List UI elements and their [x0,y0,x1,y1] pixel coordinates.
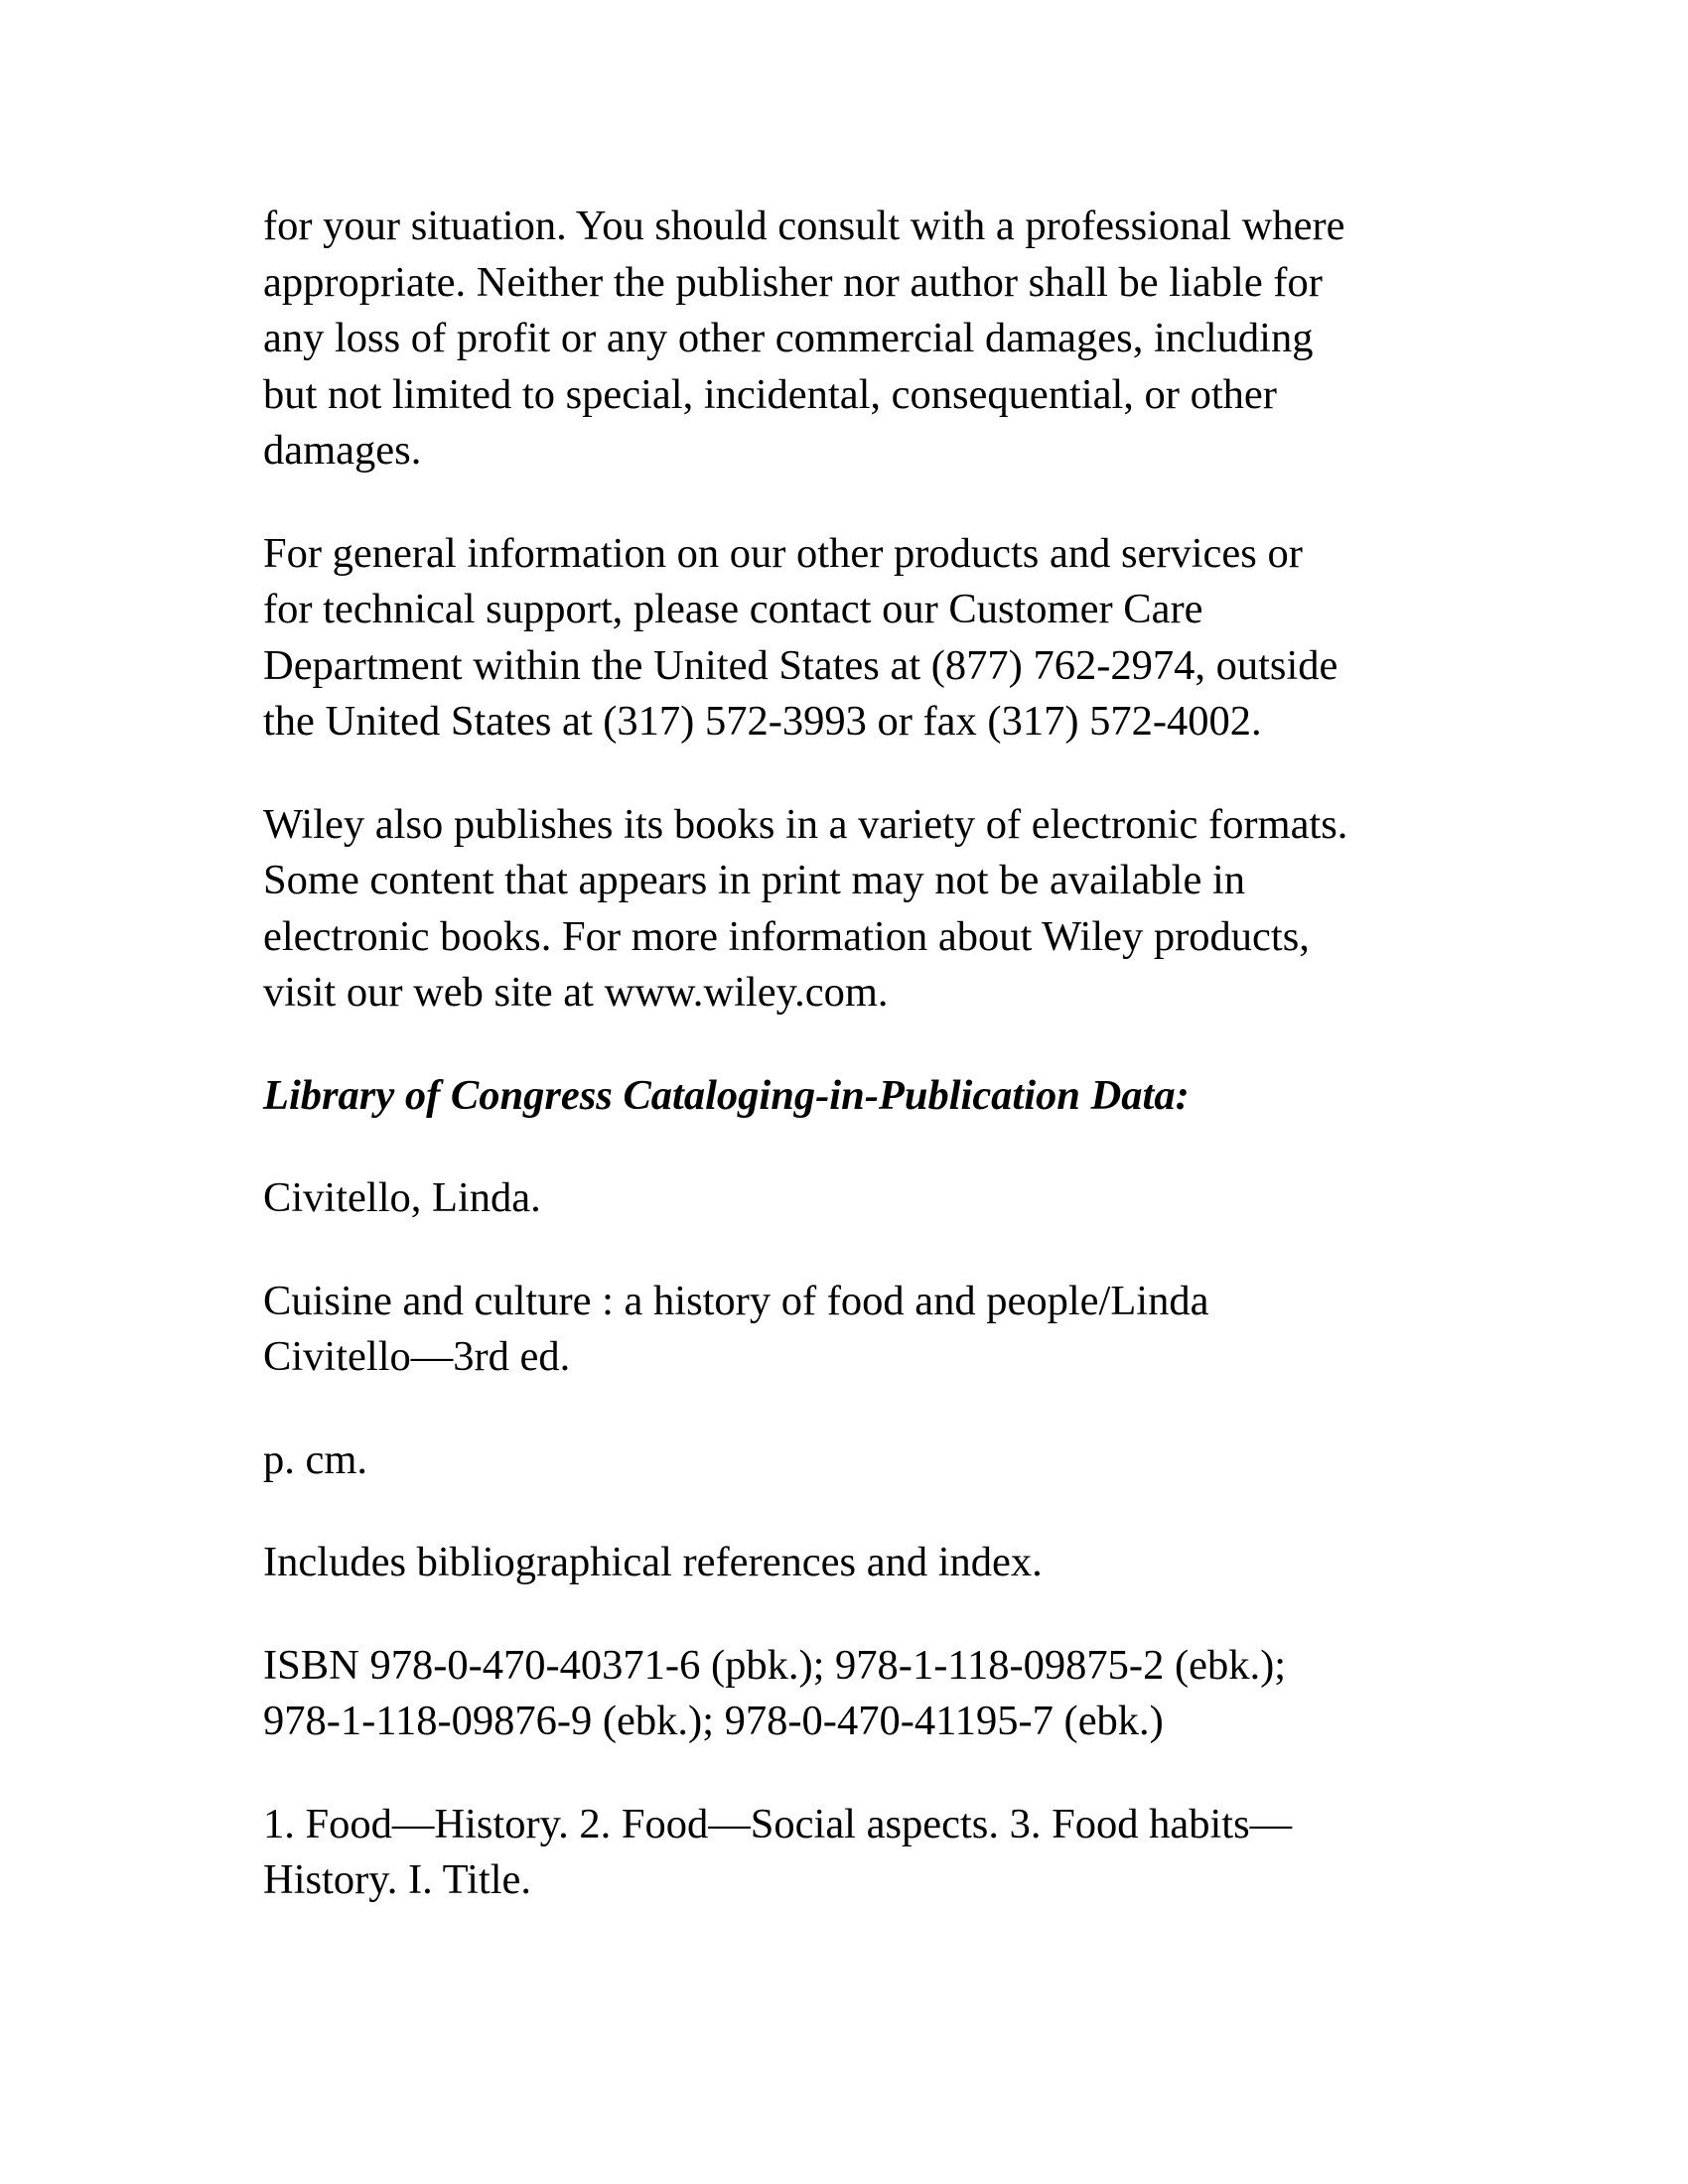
text-line: visit our web site at www.wiley.com. [263,969,889,1016]
text-line: for your situation. You should consult with a professional where [263,203,1345,249]
text-line: Civitello—3rd ed. [263,1333,571,1380]
cip-isbn [263,1638,1475,1750]
text-line: for technical support, please contact our Customer Care [263,586,1203,632]
text-line: but not limited to special, incidental, consequential, or other [263,370,1277,418]
cip-physical-description [263,1433,1475,1489]
text-line: appropriate. Neither the publisher nor author shall be liable for [263,258,1323,306]
text-line: Department within the United States at (877) 762-2974, outside [263,641,1338,689]
copyright-page [263,199,1475,1956]
text-line: Civitello, Linda. [263,1174,541,1221]
text-line: p. cm. [263,1435,368,1483]
text-line: 978-1-118-09876-9 (ebk.); 978-0-470-41195-7 (ebk.) [263,1698,1164,1744]
text-line: For general information on our other products and services or [263,529,1303,577]
text-line: History. I. Title. [263,1856,532,1903]
electronic-formats-paragraph [263,797,1475,1022]
text-line: 1. Food—History. 2. Food—Social aspects. 3. Food habits— [263,1800,1293,1847]
cip-subjects [263,1797,1475,1909]
cip-heading [263,1068,1475,1125]
cip-heading-text: Library of Congress Cataloging-in-Publication Data: [263,1071,1190,1119]
contact-paragraph [263,526,1475,751]
text-line: Some content that appears in print may not be available in [263,857,1246,903]
text-line: Wiley also publishes its books in a variety of electronic formats. [263,800,1348,848]
text-line: damages. [263,427,422,474]
cip-author [263,1170,1475,1227]
cip-notes [263,1535,1475,1591]
text-line: Includes bibliographical references and index. [263,1539,1043,1585]
disclaimer-paragraph [263,199,1475,479]
text-line: Cuisine and culture : a history of food and people/Linda [263,1277,1209,1324]
text-line: ISBN 978-0-470-40371-6 (pbk.); 978-1-118-09875-2 (ebk.); [263,1641,1287,1689]
text-line: electronic books. For more information about Wiley products, [263,912,1310,960]
cip-title [263,1274,1475,1386]
text-line: the United States at (317) 572-3993 or fax (317) 572-4002. [263,698,1262,745]
text-line: any loss of profit or any other commercial damages, including [263,315,1314,361]
